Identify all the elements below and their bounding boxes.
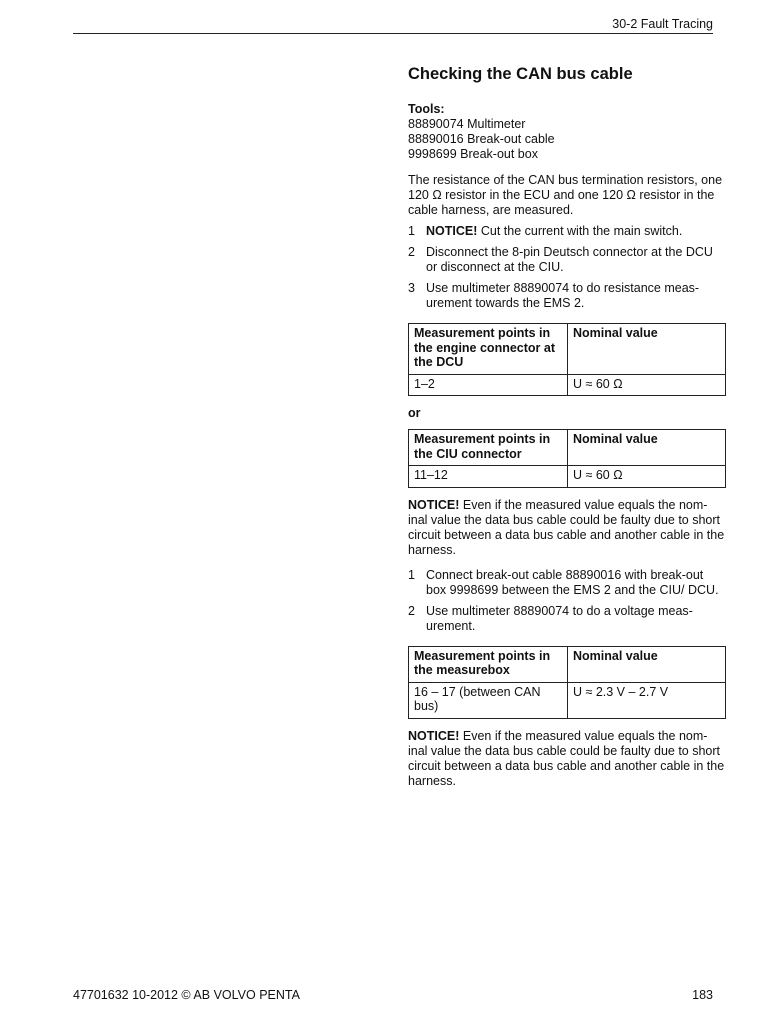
step-number: 1 xyxy=(408,567,415,582)
steps-list-b xyxy=(408,568,726,634)
tool-item: 88890074 Multimeter xyxy=(408,117,526,131)
notice-paragraph xyxy=(408,729,726,789)
tools-block xyxy=(408,102,726,162)
step-item xyxy=(408,568,726,598)
step-number: 3 xyxy=(408,281,415,295)
notice-text: Even if the measured value equals the nom-inal value the data bus cable could be faulty due to short circuit between a data bus cable and another cable in the harness. xyxy=(408,728,725,788)
step-item xyxy=(408,224,726,239)
page-title: Checking the CAN bus cable xyxy=(408,65,633,83)
measurement-table-dcu xyxy=(408,323,726,396)
measurement-table-ciu xyxy=(408,429,726,488)
step-body: Cut the current with the main switch. xyxy=(477,224,683,238)
notice-label: NOTICE! xyxy=(426,224,478,238)
table-cell: U ≈ 60 Ω xyxy=(568,466,726,488)
step-text: Disconnect the 8-pin Deutsch connector at the DCU or disconnect at the CIU. xyxy=(426,245,713,274)
table-row xyxy=(409,466,726,488)
table-row xyxy=(409,374,726,396)
tool-item: 9998699 Break-out box xyxy=(408,147,538,161)
table-header-row xyxy=(409,324,726,375)
table-header-cell: Measurement points in the engine connector at the DCU xyxy=(409,324,568,375)
step-text: Use multimeter 88890074 to do resistance meas-urement towards the EMS 2. xyxy=(426,281,700,310)
notice-label: NOTICE! xyxy=(408,728,460,743)
notice-paragraph xyxy=(408,498,726,558)
measurement-table-measurebox xyxy=(408,646,726,719)
notice-text: Even if the measured value equals the nom-inal value the data bus cable could be faulty due to short circuit between a data bus cable and another cable in the harness. xyxy=(408,497,725,557)
table-header-cell: Measurement points in the measurebox xyxy=(409,646,568,682)
table-cell: 1–2 xyxy=(409,374,568,396)
notice-label: NOTICE! xyxy=(408,497,460,512)
steps-list-a xyxy=(408,224,726,311)
running-header: 30-2 Fault Tracing xyxy=(612,17,713,31)
table-cell: U ≈ 2.3 V – 2.7 V xyxy=(568,682,726,718)
table-header-row xyxy=(409,430,726,466)
table-header-cell: Nominal value xyxy=(568,646,726,682)
step-text: Connect break-out cable 88890016 with break-out box 9998699 between the EMS 2 and the CIU/ DCU. xyxy=(426,567,719,597)
step-number: 2 xyxy=(408,603,415,618)
or-label: or xyxy=(408,406,421,420)
table-cell: 11–12 xyxy=(409,466,568,488)
table-row xyxy=(409,682,726,718)
step-item xyxy=(408,281,726,311)
tool-item: 88890016 Break-out cable xyxy=(408,132,555,146)
page-number: 183 xyxy=(692,988,713,1002)
step-text: Use multimeter 88890074 to do a voltage meas-urement. xyxy=(426,603,693,633)
header-rule xyxy=(73,33,713,34)
step-item xyxy=(408,245,726,275)
table-header-cell: Nominal value xyxy=(568,324,726,375)
step-number: 1 xyxy=(408,224,415,238)
intro-paragraph: The resistance of the CAN bus termination resistors, one 120 Ω resistor in the ECU and one 120 Ω resistor in the cable harness, are measured. xyxy=(408,173,723,217)
main-column xyxy=(408,64,726,789)
step-text xyxy=(426,224,726,239)
footer-publication: 47701632 10-2012 © AB VOLVO PENTA xyxy=(73,988,300,1002)
table-cell: 16 – 17 (between CAN bus) xyxy=(409,682,568,718)
table-header-cell: Nominal value xyxy=(568,430,726,466)
tools-label: Tools: xyxy=(408,102,445,116)
table-header-cell: Measurement points in the CIU connector xyxy=(409,430,568,466)
table-cell: U ≈ 60 Ω xyxy=(568,374,726,396)
step-number: 2 xyxy=(408,245,415,259)
step-item xyxy=(408,604,726,634)
table-header-row xyxy=(409,646,726,682)
